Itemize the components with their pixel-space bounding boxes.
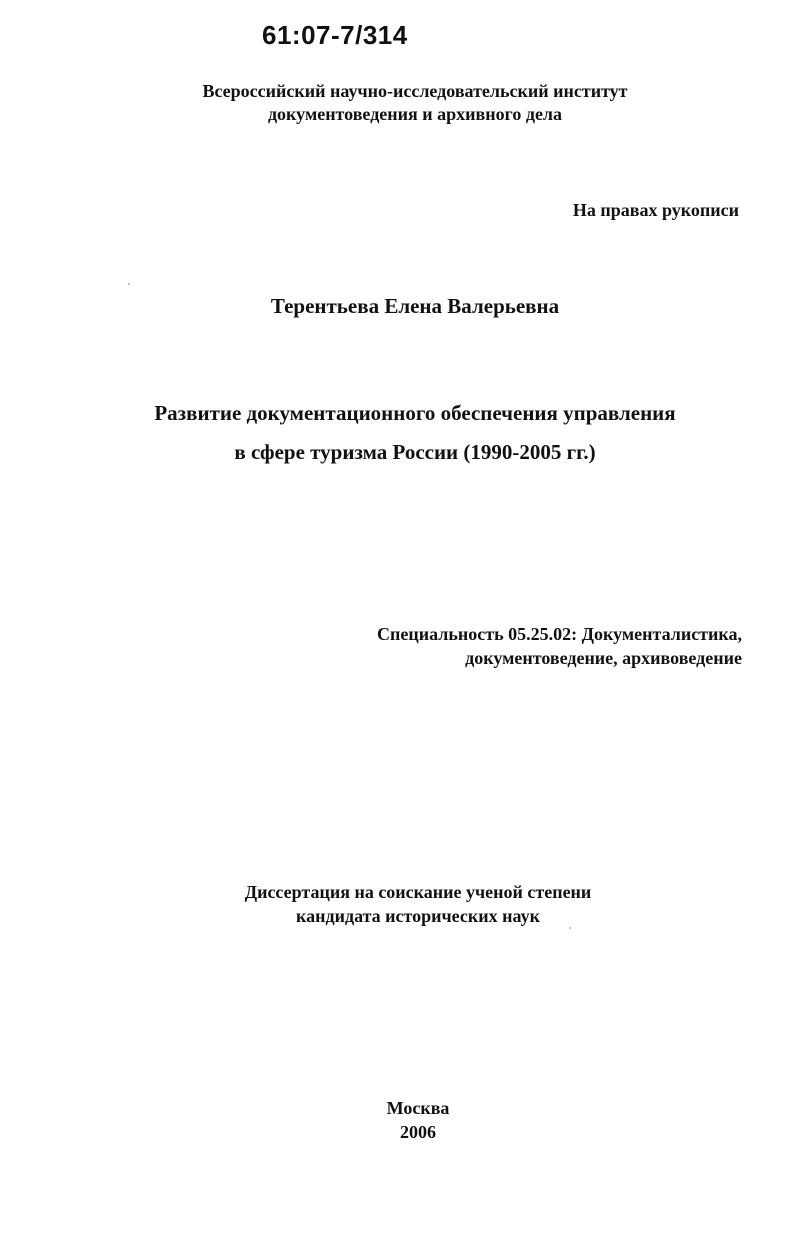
institute-line-1: Всероссийский научно-исследовательский институт (202, 81, 628, 101)
specialty-line-1: Специальность 05.25.02: Документалистика, (377, 624, 742, 644)
institute-name (0, 80, 793, 126)
city: Москва (386, 1098, 450, 1118)
degree-line-1: Диссертация на соискание ученой степени (244, 882, 592, 902)
institute-line-2: документоведения и архивного дела (267, 104, 563, 124)
title-line-2: в сфере туризма России (1990-2005 гг.) (234, 440, 596, 464)
archive-stamp-number: 61:07-7/314 (262, 20, 408, 50)
dissertation-title (0, 394, 793, 472)
author-name: Терентьева Елена Валерьевна (270, 294, 560, 318)
specialty-line-2: документоведение, архивоведение (465, 648, 742, 668)
degree-statement (0, 880, 793, 928)
year: 2006 (400, 1122, 436, 1142)
scan-speck (128, 283, 130, 285)
rights-notice: На правах рукописи (572, 200, 739, 220)
title-line-1: Развитие документационного обеспечения управления (154, 401, 676, 425)
scan-speck (569, 927, 571, 929)
place-and-year (0, 1096, 793, 1144)
degree-line-2: кандидата исторических наук (296, 906, 540, 926)
specialty (377, 622, 742, 670)
